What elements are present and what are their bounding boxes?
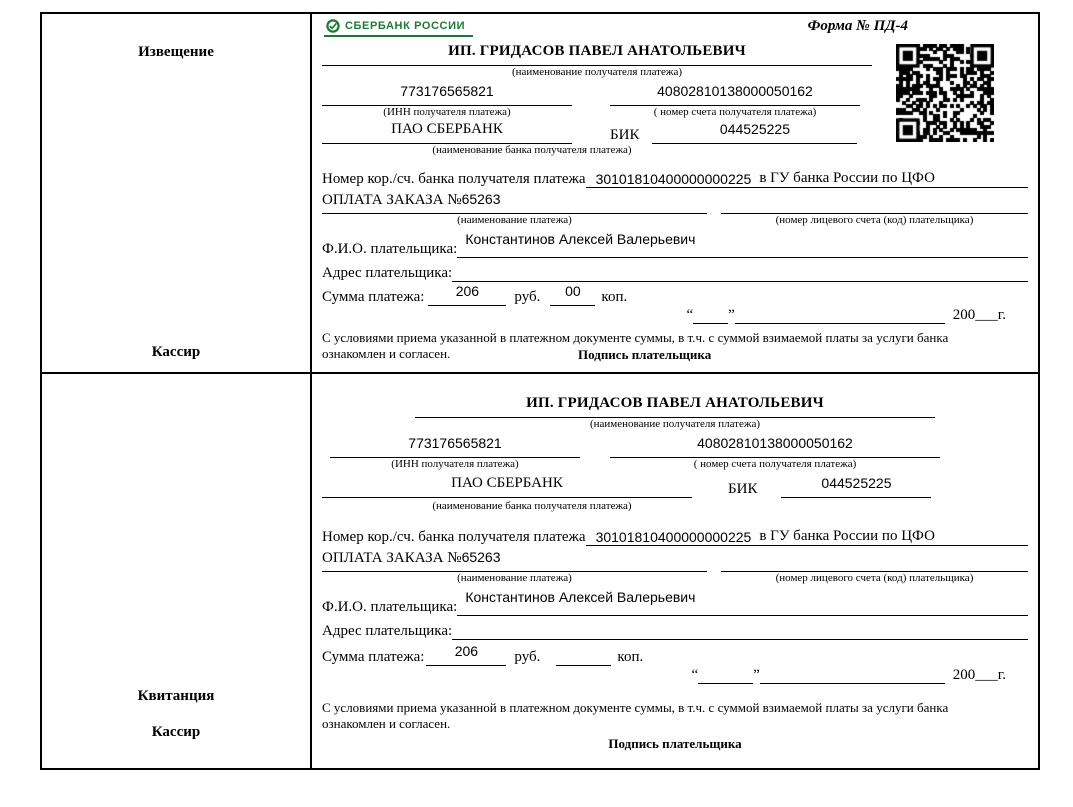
corr-account-label: Номер кор./сч. банка получателя платежа — [322, 171, 586, 187]
kop-label: коп. — [601, 289, 628, 305]
payer-signature-label: Подпись плательщика — [608, 736, 742, 751]
close-quote: ” — [753, 667, 760, 683]
payer-name-label: Ф.И.О. плательщика: — [322, 241, 458, 257]
payment-purpose-value: 65263 — [461, 549, 501, 565]
inn-account-row — [322, 436, 1028, 458]
bank-name-caption: (наименование банка получателя платежа) — [432, 144, 632, 156]
inn-caption: (ИНН получателя платежа) — [383, 106, 511, 118]
kop-label: коп. — [617, 649, 644, 665]
bank-caption-row — [322, 144, 1028, 158]
terms-text: С условиями приема указанной в платежном документе суммы, в т.ч. с суммой взимаемой платы за услуги банка ознакомлен и согласен. — [322, 330, 949, 361]
payer-code-caption: (номер лицевого счета (код) плательщика) — [775, 214, 974, 226]
recipient-name-field: ИП. ГРИДАСОВ ПАВЕЛ АНАТОЛЬЕВИЧ — [415, 395, 935, 418]
amount-row — [322, 644, 1028, 666]
terms-block — [322, 700, 982, 732]
bank-name-caption: (наименование банка получателя платежа) — [432, 500, 632, 512]
payment-purpose-label: ОПЛАТА ЗАКАЗА № — [322, 192, 462, 208]
payment-purpose-caption: (наименование платежа) — [457, 214, 572, 226]
cashier-label: Кассир — [151, 724, 201, 740]
account-caption: ( номер счета получателя платежа) — [693, 458, 857, 470]
payer-address-blank-field — [452, 617, 1028, 640]
bik-label: БИК — [728, 481, 758, 497]
terms-block — [322, 330, 982, 362]
payer-code-caption: (номер лицевого счета (код) плательщика) — [775, 572, 974, 584]
corr-account-number: 30101810400000000225 — [595, 171, 752, 187]
receipt-form-area — [312, 374, 1038, 768]
payer-address-label: Адрес плательщика: — [322, 265, 453, 281]
close-quote: ” — [728, 307, 735, 323]
date-row — [322, 666, 1028, 684]
payment-purpose-value: 65263 — [461, 191, 501, 207]
payment-form-pd4 — [40, 12, 1040, 770]
payer-address-row — [322, 618, 1028, 640]
account-field: 40802810138000050162 — [610, 435, 940, 458]
amount-label: Сумма платежа: — [322, 649, 425, 665]
payer-code-blank-field — [721, 191, 1028, 214]
payer-code-blank-field — [721, 549, 1028, 572]
amount-rub-field: 206 — [428, 283, 506, 306]
payment-purpose-caption: (наименование платежа) — [457, 572, 572, 584]
account-caption: ( номер счета получателя платежа) — [653, 106, 817, 118]
amount-row — [322, 284, 1028, 306]
year-label: 200___г. — [952, 667, 1006, 683]
corr-account-row — [322, 162, 1028, 188]
sberbank-logo — [324, 18, 473, 37]
recipient-name-field: ИП. ГРИДАСОВ ПАВЕЛ АНАТОЛЬЕВИЧ — [322, 43, 872, 66]
date-day-blank-field — [698, 665, 753, 684]
amount-kop-field: 00 — [550, 283, 595, 306]
inn-field: 773176565821 — [330, 435, 580, 458]
open-quote: “ — [686, 307, 694, 323]
recipient-caption-row — [322, 418, 1028, 432]
corr-account-number: 30101810400000000225 — [595, 529, 752, 545]
bik-label: БИК — [610, 127, 640, 143]
payer-name-row — [322, 232, 1028, 258]
amount-kop-field — [556, 643, 611, 666]
sberbank-logo-text: СБЕРБАНК РОССИИ — [345, 20, 466, 32]
date-month-blank-field — [735, 305, 945, 324]
payment-purpose-field — [322, 191, 707, 214]
payer-name-label: Ф.И.О. плательщика: — [322, 599, 458, 615]
account-field: 40802810138000050162 — [610, 83, 860, 106]
corr-bank-text: в ГУ банка России по ЦФО — [759, 170, 935, 186]
inn-caption: (ИНН получателя платежа) — [391, 458, 519, 470]
inn-account-caption-row — [322, 458, 1028, 472]
terms-text: С условиями приема указанной в платежном документе суммы, в т.ч. с суммой взимаемой платы за услуги банка ознакомлен и согласен. — [322, 700, 949, 731]
notice-form-area — [312, 14, 1038, 372]
cashier-label: Кассир — [151, 344, 201, 360]
bank-caption-row — [322, 500, 1028, 514]
corr-account-label: Номер кор./сч. банка получателя платежа — [322, 529, 586, 545]
purpose-caption-row — [322, 214, 1028, 228]
bank-name-field: ПАО СБЕРБАНК — [322, 121, 572, 144]
payer-signature-label: Подпись плательщика — [578, 347, 712, 362]
payer-address-row — [322, 260, 1028, 282]
notice-section — [42, 14, 1038, 374]
bik-field: 044525225 — [781, 475, 931, 498]
payment-purpose-field — [322, 549, 707, 572]
signature-row — [322, 736, 1028, 752]
recipient-row — [322, 396, 1028, 418]
receipt-label: Квитанция — [137, 688, 215, 704]
date-day-blank-field — [693, 305, 728, 324]
rub-label: руб. — [514, 289, 541, 305]
recipient-name-caption: (наименование получателя платежа) — [511, 66, 683, 78]
corr-account-row — [322, 520, 1028, 546]
payer-name-field: Константинов Алексей Валерьевич — [457, 589, 1028, 616]
purpose-row — [322, 550, 1028, 572]
open-quote: “ — [691, 667, 699, 683]
inn-field: 773176565821 — [322, 83, 572, 106]
year-label: 200___г. — [952, 307, 1006, 323]
sberbank-logo-icon — [326, 19, 340, 33]
recipient-name-caption: (наименование получателя платежа) — [589, 418, 761, 430]
notice-side-column — [42, 14, 312, 372]
date-month-blank-field — [760, 665, 945, 684]
rub-label: руб. — [514, 649, 541, 665]
receipt-section — [42, 374, 1038, 768]
payer-address-label: Адрес плательщика: — [322, 623, 453, 639]
bank-row — [322, 476, 1028, 498]
payer-name-field: Константинов Алексей Валерьевич — [457, 231, 1028, 258]
amount-label: Сумма платежа: — [322, 289, 425, 305]
corr-bank-text: в ГУ банка России по ЦФО — [759, 528, 935, 544]
form-header-row — [322, 18, 1028, 42]
notice-label: Извещение — [138, 44, 214, 60]
purpose-caption-row — [322, 572, 1028, 586]
corr-account-field — [586, 161, 1028, 188]
amount-rub-field: 206 — [426, 643, 506, 666]
purpose-row — [322, 192, 1028, 214]
bik-field: 044525225 — [652, 121, 857, 144]
payer-address-blank-field — [452, 259, 1028, 282]
corr-account-field — [586, 519, 1028, 546]
bank-name-field: ПАО СБЕРБАНК — [322, 475, 692, 498]
qr-code — [896, 44, 994, 142]
date-row — [322, 306, 1028, 324]
form-number-label: Форма № ПД-4 — [807, 18, 908, 34]
receipt-side-column — [42, 374, 312, 768]
payment-purpose-label: ОПЛАТА ЗАКАЗА № — [322, 550, 462, 566]
payer-name-row — [322, 590, 1028, 616]
